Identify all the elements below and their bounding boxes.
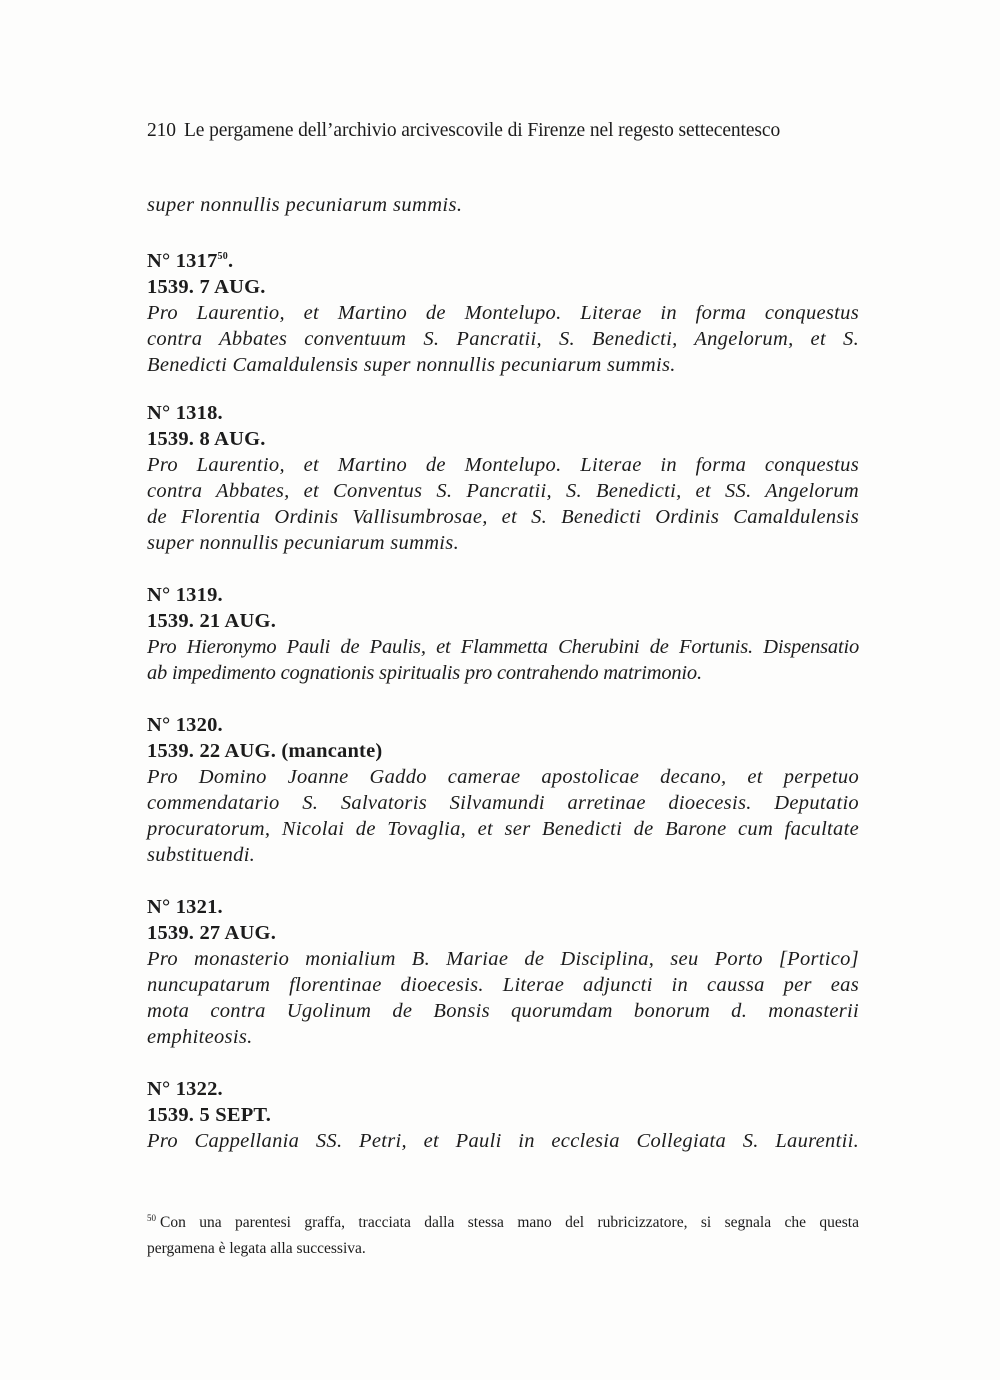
entry-number: N° 1317$^{50}$. — [147, 250, 234, 272]
footnote-reference: 50 — [217, 251, 228, 262]
entry-date: 1539. 8 AUG. — [147, 428, 266, 450]
entry-number: N° 1320. — [147, 714, 223, 736]
entry-text: Pro Cappellania SS. Petri, et Pauli in ecclesia Collegiata S. Laurentii. — [147, 1130, 859, 1152]
entry-date: 1539. 7 AUG. — [147, 276, 266, 298]
entry-1318 — [147, 400, 859, 556]
entry-1317 — [147, 244, 859, 378]
footnote: $^{50}$ Con una parentesi graffa, tracciata dalla stessa mano del rubricizzatore, si segnala che questa pergamena è legata alla successiva. — [147, 1213, 859, 1257]
entry-date: 1539. 5 SEPT. — [147, 1104, 272, 1126]
continuation-text: super nonnullis pecuniarum summis. — [147, 194, 463, 216]
entry-number: N° 1321. — [147, 896, 223, 918]
page-number: 210 — [147, 120, 176, 141]
entry-number: N° 1322. — [147, 1078, 223, 1100]
entry-text: Pro Laurentio, et Martino de Montelupo. Literae in forma conquestus contra Abbates conventuum S. Pancratii, S. Benedicti, Angelorum, et S. Benedicti Camaldulensis super nonnullis pecuniarum summis. — [147, 302, 859, 376]
entry-text: Pro Laurentio, et Martino de Montelupo. Literae in forma conquestus contra Abbates, et Conventus S. Pancratii, S. Benedicti, et SS. Angelorum de Florentia Ordinis Vallisumbrosae, et S. Benedicti Ordinis Camaldulensis super nonnullis pecuniarum summis. — [147, 454, 859, 554]
entry-1320 — [147, 712, 859, 868]
entry-1322 — [147, 1076, 859, 1154]
entry-number: N° 1319. — [147, 584, 223, 606]
entry-text: Pro monasterio monialium B. Mariae de Disciplina, seu Porto [Portico] nuncupatarum florentinae dioecesis. Literae adjuncti in caussa per eas mota contra Ugolinum de Bonsis quorumdam bonorum d. monasterii emphiteosis. — [147, 948, 859, 1048]
running-header — [147, 120, 780, 142]
entry-text: Pro Domino Joanne Gaddo camerae apostolicae decano, et perpetuo commendatario S. Salvatoris Silvamundi arretinae dioecesis. Deputatio procuratorum, Nicolai de Tovaglia, et ser Benedicti de Barone cum facultate substituendi. — [147, 766, 859, 866]
footnote-marker: 50 — [147, 1213, 156, 1223]
entry-date: 1539. 27 AUG. — [147, 922, 277, 944]
entry-text: Pro Hieronymo Pauli de Paulis, et Flammetta Cherubini de Fortunis. Dispensatio ab impedimento cognationis spiritualis pro contrahendo matrimonio. — [147, 636, 859, 684]
entry-1321 — [147, 894, 859, 1050]
entry-date: 1539. 21 AUG. — [147, 610, 277, 632]
running-title: Le pergamene dell’archivio arcivescovile di Firenze nel regesto settecentesco — [183, 120, 781, 141]
entry-date: 1539. 22 AUG. (mancante) — [147, 740, 383, 762]
entry-1319 — [147, 582, 859, 686]
entry-number: N° 1318. — [147, 402, 223, 424]
